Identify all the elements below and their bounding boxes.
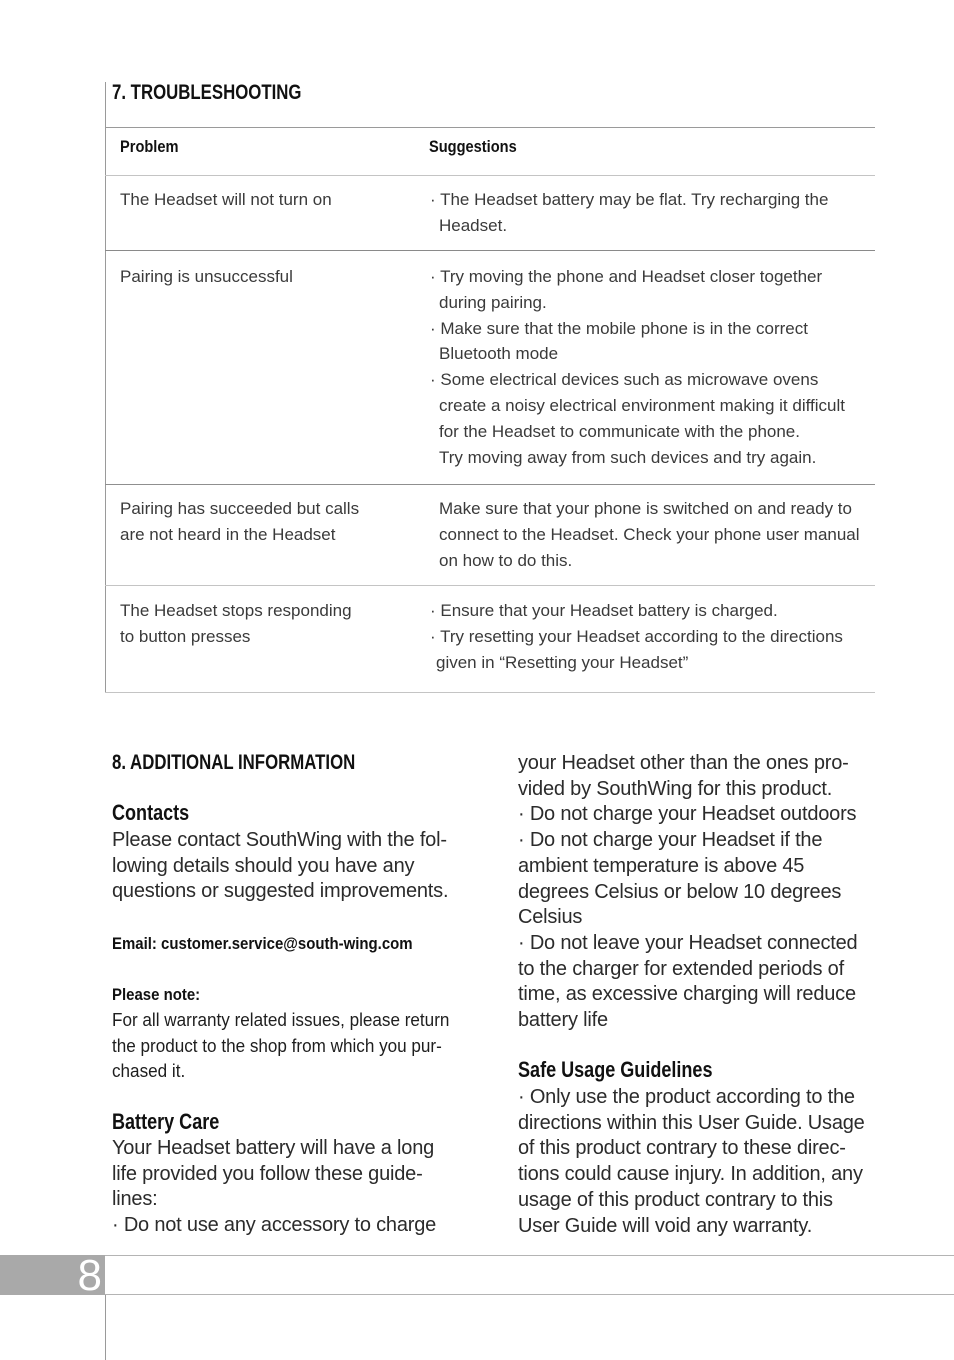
text-line: · Do not use any accessory to charge — [112, 1214, 437, 1237]
section-heading-troubleshooting: 7. TROUBLESHOOTING — [112, 81, 302, 104]
table-row — [105, 175, 875, 250]
text-line: · Try resetting your Headset according to the directions — [430, 626, 843, 646]
text-line: lines: — [112, 1188, 158, 1211]
text-line: time, as excessive charging will reduce — [518, 983, 856, 1006]
table-row — [105, 250, 875, 484]
text-line: User Guide will void any warranty. — [518, 1214, 813, 1237]
text-line: The Headset stops responding — [120, 601, 352, 620]
battery-care-text-continued — [518, 751, 857, 1034]
table-header-problem: Problem — [120, 137, 179, 156]
text-line: · The Headset battery may be flat. Try recharging the — [430, 190, 829, 209]
problem-cell — [120, 264, 293, 290]
text-line: · Only use the product according to the — [518, 1086, 855, 1108]
battery-care-heading: Battery Care — [112, 1109, 220, 1134]
text-line: questions or suggested improvements. — [112, 880, 449, 903]
suggestion-cell — [430, 187, 828, 239]
text-line: Pairing has succeeded but calls — [120, 499, 360, 518]
safe-usage-text — [518, 1085, 865, 1239]
battery-care-text — [112, 1136, 436, 1239]
text-line: to button presses — [120, 626, 251, 646]
text-line: · Try moving the phone and Headset closer together — [430, 267, 823, 286]
text-line: · Make sure that the mobile phone is in the correct — [430, 318, 808, 338]
problem-cell — [120, 598, 352, 650]
text-line: on how to do this. — [439, 550, 573, 570]
footer-margin-rule — [105, 1295, 106, 1360]
text-line: Your Headset battery will have a long — [112, 1137, 435, 1159]
text-line: connect to the Headset. Check your phone user manual — [439, 524, 860, 544]
footer-top-rule — [105, 1255, 954, 1256]
text-line: The Headset will not turn on — [120, 190, 332, 209]
text-line: Try moving away from such devices and try again. — [439, 447, 817, 467]
text-line: degrees Celsius or below 10 degrees — [518, 880, 842, 903]
text-line: battery life — [518, 1009, 608, 1032]
page-number: 8 — [0, 1255, 105, 1295]
text-line: tions could cause injury. In addition, any — [518, 1163, 863, 1186]
safe-usage-heading: Safe Usage Guidelines — [518, 1057, 713, 1082]
text-line: Headset. — [439, 215, 508, 235]
text-line: · Do not charge your Headset outdoors — [518, 803, 857, 826]
text-line: create a noisy electrical environment making it difficult — [439, 395, 845, 415]
problem-cell — [120, 496, 359, 548]
text-line: vided by SouthWing for this product. — [518, 777, 833, 800]
text-line: · Do not leave your Headset connected — [518, 931, 858, 954]
text-line: during pairing. — [439, 292, 547, 312]
text-line: given in “Resetting your Headset” — [436, 652, 689, 672]
text-line: For all warranty related issues, please return — [112, 1010, 450, 1030]
text-line: · Do not charge your Headset if the — [518, 829, 823, 852]
text-line: Pairing is unsuccessful — [120, 267, 293, 286]
text-line: Celsius — [518, 906, 583, 929]
text-line: your Headset other than the ones pro- — [518, 752, 849, 774]
warranty-note-text — [112, 1008, 449, 1085]
section-heading-additional-information: 8. ADDITIONAL INFORMATION — [112, 751, 356, 774]
table-row — [105, 484, 875, 585]
suggestion-cell — [430, 496, 860, 573]
text-line: ambient temperature is above 45 — [518, 854, 805, 877]
text-line: of this product contrary to these direc- — [518, 1137, 846, 1160]
text-line: Please contact SouthWing with the fol- — [112, 829, 447, 851]
contacts-text — [112, 828, 448, 905]
text-line: directions within this User Guide. Usage — [518, 1111, 865, 1134]
text-line: for the Headset to communicate with the phone. — [439, 421, 800, 441]
note-heading: Please note: — [112, 985, 201, 1004]
text-line: Bluetooth mode — [439, 344, 559, 364]
text-line: lowing details should you have any — [112, 854, 415, 877]
suggestion-cell — [430, 598, 843, 675]
text-line: · Ensure that your Headset battery is charged. — [430, 601, 778, 620]
table-header-row — [105, 127, 875, 175]
table-row — [105, 585, 875, 693]
text-line: · Some electrical devices such as microwave ovens — [430, 370, 819, 390]
problem-cell — [120, 187, 332, 213]
text-line: usage of this product contrary to this — [518, 1188, 833, 1211]
text-line: Make sure that your phone is switched on and ready to — [439, 499, 852, 518]
text-line: to the charger for extended periods of — [518, 957, 844, 980]
text-line: life provided you follow these guide- — [112, 1162, 423, 1185]
footer-bottom-rule — [105, 1294, 954, 1295]
text-line: chased it. — [112, 1061, 186, 1082]
contacts-heading: Contacts — [112, 800, 190, 825]
table-header-suggestions: Suggestions — [429, 137, 517, 156]
text-line: the product to the shop from which you pur- — [112, 1035, 442, 1056]
contact-email: Email: customer.service@south-wing.com — [112, 934, 413, 953]
text-line: are not heard in the Headset — [120, 524, 336, 544]
suggestion-cell — [430, 264, 845, 470]
